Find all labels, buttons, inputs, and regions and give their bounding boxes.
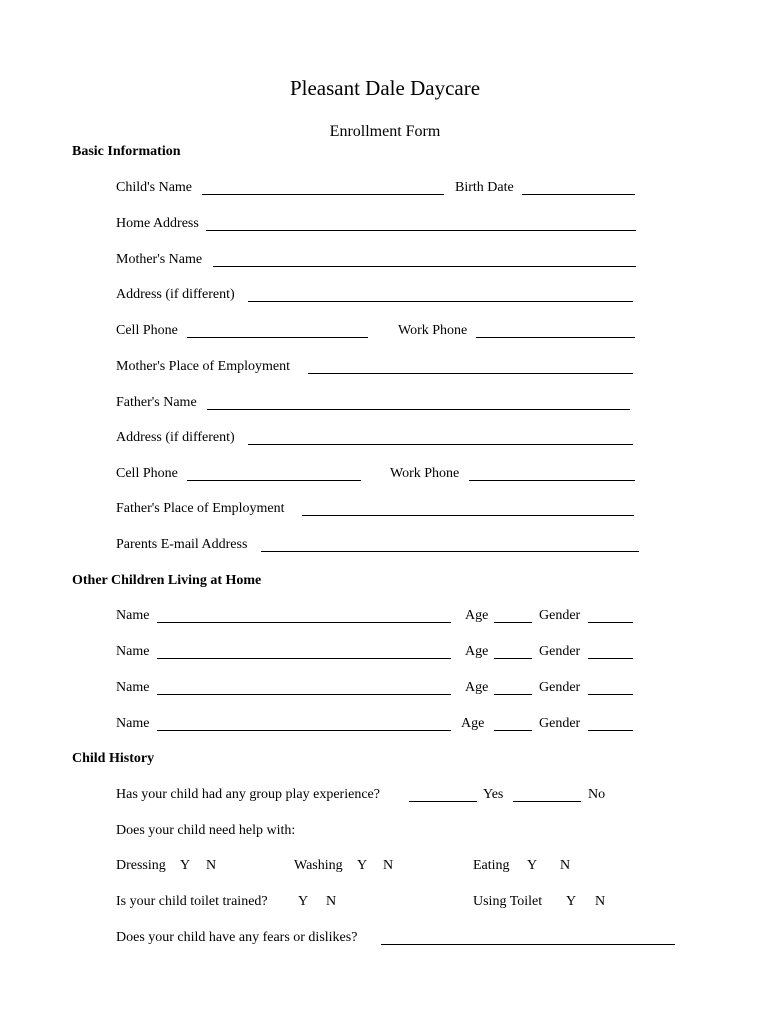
- using-toilet-label: Using Toilet: [473, 894, 543, 909]
- mothers-name-field[interactable]: [213, 266, 636, 267]
- child-4-name-field[interactable]: [157, 730, 451, 731]
- child-2-gender-label: Gender: [539, 644, 581, 659]
- mother-work-phone-field[interactable]: [476, 337, 635, 338]
- child-2-name-label: Name: [116, 644, 150, 659]
- fathers-name-field[interactable]: [207, 409, 630, 410]
- group-play-no-label: No: [588, 787, 606, 802]
- childs-name-label: Child's Name: [116, 180, 193, 195]
- fathers-name-label: Father's Name: [116, 395, 197, 410]
- birth-date-label: Birth Date: [455, 180, 514, 195]
- home-address-field[interactable]: [206, 230, 636, 231]
- child-4-gender-field[interactable]: [588, 730, 633, 731]
- mother-cell-phone-label: Cell Phone: [116, 323, 178, 338]
- child-4-age-label: Age: [461, 716, 485, 731]
- group-play-no-field[interactable]: [513, 801, 581, 802]
- child-history-heading: Child History: [72, 751, 155, 766]
- toilet-trained-no-option[interactable]: N: [326, 894, 337, 909]
- child-1-gender-field[interactable]: [588, 622, 633, 623]
- basic-information-heading: Basic Information: [72, 144, 181, 159]
- eating-no-option[interactable]: N: [560, 858, 571, 873]
- child-3-name-field[interactable]: [157, 694, 451, 695]
- dressing-no-option[interactable]: N: [206, 858, 217, 873]
- child-1-age-field[interactable]: [494, 622, 532, 623]
- mothers-name-label: Mother's Name: [116, 252, 203, 267]
- child-3-age-label: Age: [465, 680, 489, 695]
- group-play-yes-label: Yes: [483, 787, 504, 802]
- group-play-question: Has your child had any group play experience?: [116, 787, 380, 802]
- toilet-trained-question: Is your child toilet trained?: [116, 894, 268, 909]
- father-address-field[interactable]: [248, 444, 633, 445]
- child-2-age-field[interactable]: [494, 658, 532, 659]
- washing-label: Washing: [294, 858, 343, 873]
- child-3-age-field[interactable]: [494, 694, 532, 695]
- parents-email-label: Parents E-mail Address: [116, 537, 248, 552]
- child-3-name-label: Name: [116, 680, 150, 695]
- dressing-label: Dressing: [116, 858, 166, 873]
- father-work-phone-label: Work Phone: [390, 466, 460, 481]
- form-subtitle: Enrollment Form: [329, 123, 441, 140]
- child-2-age-label: Age: [465, 644, 489, 659]
- help-with-question: Does your child need help with:: [116, 823, 296, 838]
- child-4-gender-label: Gender: [539, 716, 581, 731]
- washing-no-option[interactable]: N: [383, 858, 394, 873]
- childs-name-field[interactable]: [202, 194, 444, 195]
- eating-yes-option[interactable]: Y: [527, 858, 538, 873]
- fathers-employment-field[interactable]: [302, 515, 634, 516]
- eating-label: Eating: [473, 858, 510, 873]
- mother-address-label: Address (if different): [116, 287, 235, 302]
- form-title: Pleasant Dale Daycare: [289, 76, 481, 100]
- father-cell-phone-field[interactable]: [187, 480, 361, 481]
- child-4-age-field[interactable]: [494, 730, 532, 731]
- using-toilet-no-option[interactable]: N: [595, 894, 606, 909]
- child-4-name-label: Name: [116, 716, 150, 731]
- toilet-trained-yes-option[interactable]: Y: [298, 894, 309, 909]
- parents-email-field[interactable]: [261, 551, 639, 552]
- mothers-employment-label: Mother's Place of Employment: [116, 359, 290, 374]
- birth-date-field[interactable]: [522, 194, 635, 195]
- fathers-employment-label: Father's Place of Employment: [116, 501, 285, 516]
- dressing-yes-option[interactable]: Y: [180, 858, 191, 873]
- fears-field[interactable]: [381, 944, 675, 945]
- child-3-gender-field[interactable]: [588, 694, 633, 695]
- home-address-label: Home Address: [116, 216, 199, 231]
- child-1-name-field[interactable]: [157, 622, 451, 623]
- mother-work-phone-label: Work Phone: [398, 323, 468, 338]
- washing-yes-option[interactable]: Y: [357, 858, 368, 873]
- father-work-phone-field[interactable]: [469, 480, 635, 481]
- mothers-employment-field[interactable]: [308, 373, 633, 374]
- father-cell-phone-label: Cell Phone: [116, 466, 178, 481]
- father-address-label: Address (if different): [116, 430, 235, 445]
- group-play-yes-field[interactable]: [409, 801, 477, 802]
- child-1-gender-label: Gender: [539, 608, 581, 623]
- fears-question: Does your child have any fears or dislikes?: [116, 930, 358, 945]
- using-toilet-yes-option[interactable]: Y: [566, 894, 577, 909]
- child-1-age-label: Age: [465, 608, 489, 623]
- child-3-gender-label: Gender: [539, 680, 581, 695]
- child-2-name-field[interactable]: [157, 658, 451, 659]
- mother-address-field[interactable]: [248, 301, 633, 302]
- other-children-heading: Other Children Living at Home: [72, 573, 262, 588]
- mother-cell-phone-field[interactable]: [187, 337, 368, 338]
- child-2-gender-field[interactable]: [588, 658, 633, 659]
- child-1-name-label: Name: [116, 608, 150, 623]
